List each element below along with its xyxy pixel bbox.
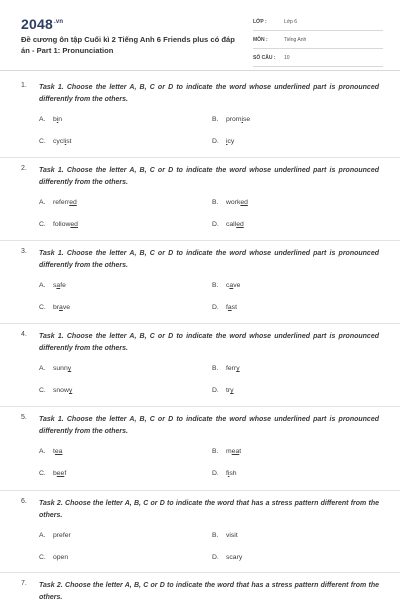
option-word-end: t	[239, 448, 242, 455]
option-letter: C.	[39, 138, 46, 145]
answer-option[interactable]	[212, 387, 234, 394]
option-underlined-part: a	[227, 304, 232, 311]
answer-option[interactable]	[39, 554, 68, 561]
meta-value: Tiếng Anh	[284, 37, 307, 43]
question-number: 2.	[21, 165, 27, 172]
site-logo[interactable]	[21, 16, 63, 32]
option-underlined-part: i	[226, 138, 228, 145]
answer-option[interactable]	[39, 448, 62, 455]
option-word-start: prom	[226, 116, 242, 123]
answer-option[interactable]	[212, 116, 250, 123]
answer-option[interactable]	[212, 448, 241, 455]
option-word-start: work	[226, 199, 241, 206]
page-title: Đề cương ôn tập Cuối kì 2 Tiếng Anh 6 Friends plus có đáp án - Part 1: Pronunciation	[21, 35, 235, 55]
option-word-start: f	[226, 304, 228, 311]
question-number: 4.	[21, 331, 27, 338]
meta-label: MÔN :	[253, 37, 268, 43]
option-letter: D.	[212, 554, 219, 561]
option-letter: D.	[212, 387, 219, 394]
option-word-end: ve	[233, 282, 241, 289]
question-divider	[0, 240, 400, 241]
option-letter: D.	[212, 304, 219, 311]
option-word-start: cycl	[53, 138, 65, 145]
option-underlined-part: ed	[70, 221, 78, 228]
question-number: 5.	[21, 414, 27, 421]
option-word-start: sunn	[53, 365, 68, 372]
option-word-start: t	[53, 448, 55, 455]
question-divider	[0, 323, 400, 324]
option-underlined-part: a	[56, 282, 61, 289]
question-number: 6.	[21, 498, 27, 505]
option-word-start: prefer	[53, 532, 71, 539]
option-letter: D.	[212, 221, 219, 228]
option-word-start: follow	[53, 221, 71, 228]
answer-option[interactable]	[39, 304, 70, 311]
option-underlined-part: y	[236, 365, 240, 372]
option-word-start: tr	[226, 387, 231, 394]
option-letter: C.	[39, 304, 46, 311]
answer-option[interactable]	[39, 138, 72, 145]
question-text: Task 1. Choose the letter A, B, C or D to indicate the word whose underlined part is pronounced differently from the others.	[39, 333, 379, 352]
option-word-start: c	[226, 282, 230, 289]
question-number: 7.	[21, 580, 27, 587]
option-word-start: ferr	[226, 365, 237, 372]
option-letter: C.	[39, 387, 46, 394]
answer-option[interactable]	[212, 282, 240, 289]
option-letter: B.	[212, 532, 219, 539]
question-divider	[0, 490, 400, 491]
option-letter: B.	[212, 282, 219, 289]
meta-row-count	[253, 52, 383, 67]
option-letter: A.	[39, 282, 46, 289]
option-underlined-part: ea	[54, 448, 63, 455]
option-word-start: b	[53, 470, 57, 477]
answer-option[interactable]	[212, 221, 244, 228]
answer-option[interactable]	[39, 116, 62, 123]
answer-option[interactable]	[39, 221, 78, 228]
option-letter: C.	[39, 221, 46, 228]
option-word-start: call	[226, 221, 237, 228]
question-text: Task 2. Choose the letter A, B, C or D to indicate the word that has a stress pattern different from the others.	[39, 500, 379, 519]
option-underlined-part: y	[68, 387, 73, 394]
question-text: Task 1. Choose the letter A, B, C or D to indicate the word whose underlined part is pronounced differently from the others.	[39, 167, 379, 186]
option-word-end: se	[243, 116, 251, 123]
option-word-end: st	[66, 138, 72, 145]
logo-tld: .vn	[53, 19, 64, 25]
answer-option[interactable]	[39, 365, 71, 372]
option-underlined-part: ed	[236, 221, 244, 228]
answer-option[interactable]	[212, 554, 242, 561]
option-underlined-part: ea	[231, 448, 240, 455]
option-word-start: open	[53, 554, 69, 561]
option-underlined-part: ee	[56, 470, 65, 477]
question-text: Task 1. Choose the letter A, B, C or D to indicate the word whose underlined part is pronounced differently from the others.	[39, 84, 379, 103]
option-word-start: m	[226, 448, 232, 455]
option-letter: B.	[212, 199, 219, 206]
option-underlined-part: ed	[69, 199, 77, 206]
option-letter: A.	[39, 199, 46, 206]
meta-panel	[253, 16, 383, 70]
page-header	[0, 0, 400, 71]
option-underlined-part: y	[230, 387, 234, 394]
option-letter: D.	[212, 470, 219, 477]
answer-option[interactable]	[212, 138, 234, 145]
option-letter: D.	[212, 138, 219, 145]
option-underlined-part: i	[227, 470, 230, 477]
option-underlined-part: a	[229, 282, 234, 289]
option-word-start: s	[53, 282, 57, 289]
logo-text: 2048	[21, 16, 53, 32]
option-word-start: b	[53, 116, 57, 123]
question-divider	[0, 157, 400, 158]
option-word-end: f	[64, 470, 67, 477]
option-letter: B.	[212, 365, 219, 372]
question-number: 3.	[21, 248, 27, 255]
meta-value: 10	[284, 55, 290, 61]
option-word-start: visit	[226, 532, 238, 539]
option-letter: C.	[39, 554, 46, 561]
option-letter: A.	[39, 116, 46, 123]
option-word-end: n	[58, 116, 63, 123]
answer-option[interactable]	[39, 282, 66, 289]
option-word-start: br	[53, 304, 60, 311]
question-number: 1.	[21, 82, 27, 89]
option-letter: A.	[39, 448, 46, 455]
meta-label: LỚP :	[253, 19, 267, 25]
meta-row-class	[253, 16, 383, 31]
answer-option[interactable]	[212, 365, 240, 372]
answer-option[interactable]	[39, 532, 71, 539]
option-word-end: cy	[227, 138, 235, 145]
option-letter: C.	[39, 470, 46, 477]
option-word-end: fe	[60, 282, 66, 289]
option-word-end: ve	[62, 304, 71, 311]
meta-value: Lớp 6	[284, 19, 298, 25]
option-underlined-part: i	[56, 116, 59, 123]
meta-row-subject	[253, 34, 383, 49]
answer-option[interactable]	[39, 470, 66, 477]
answer-option[interactable]	[212, 532, 238, 539]
option-underlined-part: y	[67, 365, 72, 372]
option-underlined-part: ed	[240, 199, 248, 206]
meta-label: SỐ CÂU :	[253, 55, 276, 61]
option-underlined-part: i	[241, 116, 244, 123]
option-letter: A.	[39, 532, 46, 539]
option-underlined-part: a	[59, 304, 63, 311]
question-divider	[0, 406, 400, 407]
option-word-start: f	[226, 470, 228, 477]
question-divider	[0, 572, 400, 573]
option-word-end: st	[231, 304, 237, 311]
question-text: Task 1. Choose the letter A, B, C or D to indicate the word whose underlined part is pronounced differently from the others.	[39, 416, 379, 435]
option-word-start: referr	[53, 199, 70, 206]
option-letter: B.	[212, 116, 219, 123]
option-word-start: snow	[53, 387, 69, 394]
question-text: Task 2. Choose the letter A, B, C or D to indicate the word that has a stress pattern different from the others.	[39, 582, 379, 600]
option-word-start: scary	[226, 554, 243, 561]
option-letter: A.	[39, 365, 46, 372]
answer-option[interactable]	[39, 387, 72, 394]
answer-option[interactable]	[212, 199, 248, 206]
option-letter: B.	[212, 448, 219, 455]
answer-option[interactable]	[212, 304, 237, 311]
option-underlined-part: i	[64, 138, 67, 145]
option-word-end: sh	[229, 470, 237, 477]
answer-option[interactable]	[212, 470, 237, 477]
answer-option[interactable]	[39, 199, 77, 206]
question-text: Task 1. Choose the letter A, B, C or D to indicate the word whose underlined part is pronounced differently from the others.	[39, 250, 379, 269]
